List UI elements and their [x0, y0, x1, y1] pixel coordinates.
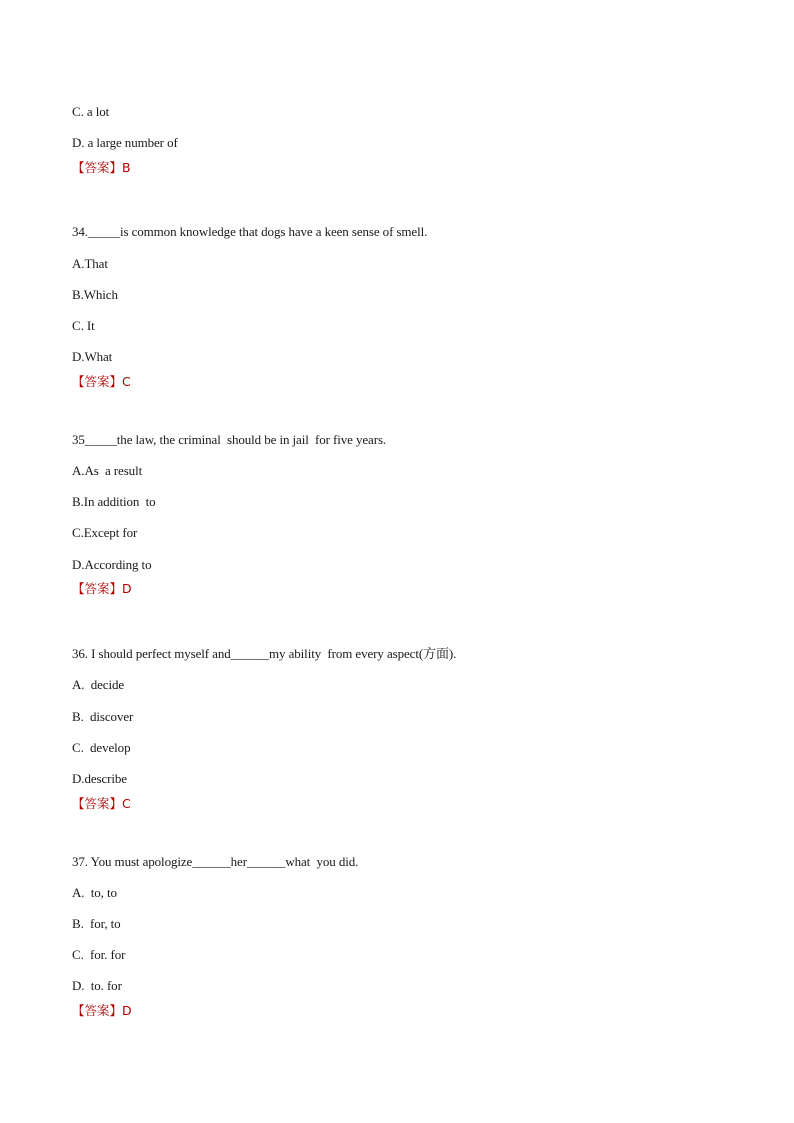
q36-option-b: B. discover [72, 709, 134, 724]
q35-option-c: C.Except for [72, 525, 138, 540]
q36-option-d: D.describe [72, 771, 127, 786]
q35-option-d: D.According to [72, 557, 152, 572]
q36-stem: 36. I should perfect myself and______my ability from every aspect(方面). [72, 646, 457, 661]
q35-stem: 35_____the law, the criminal should be in jail for five years. [72, 432, 387, 447]
q37-option-d: D. to. for [72, 978, 122, 993]
q36-option-a: A. decide [72, 677, 125, 692]
q35-answer: 【答案】D [72, 581, 132, 596]
q37-answer: 【答案】D [72, 1003, 132, 1018]
q34-answer: 【答案】C [72, 374, 131, 389]
q36-answer: 【答案】C [72, 796, 131, 811]
q37-option-a: A. to, to [72, 885, 117, 900]
q37-option-b: B. for, to [72, 916, 121, 931]
q37-option-c: C. for. for [72, 947, 126, 962]
q34-option-b: B.Which [72, 287, 118, 302]
q33-answer: 【答案】B [72, 160, 131, 175]
q34-option-c: C. It [72, 318, 95, 333]
q34-stem: 34._____is common knowledge that dogs have a keen sense of smell. [72, 224, 428, 239]
q37-stem: 37. You must apologize______her______what you did. [72, 854, 359, 869]
q33-option-d: D. a large number of [72, 135, 178, 150]
q34-option-a: A.That [72, 256, 108, 271]
q35-option-b: B.In addition to [72, 494, 156, 509]
q35-option-a: A.As a result [72, 463, 143, 478]
q33-option-c: C. a lot [72, 104, 110, 119]
q36-option-c: C. develop [72, 740, 131, 755]
q34-option-d: D.What [72, 349, 113, 364]
